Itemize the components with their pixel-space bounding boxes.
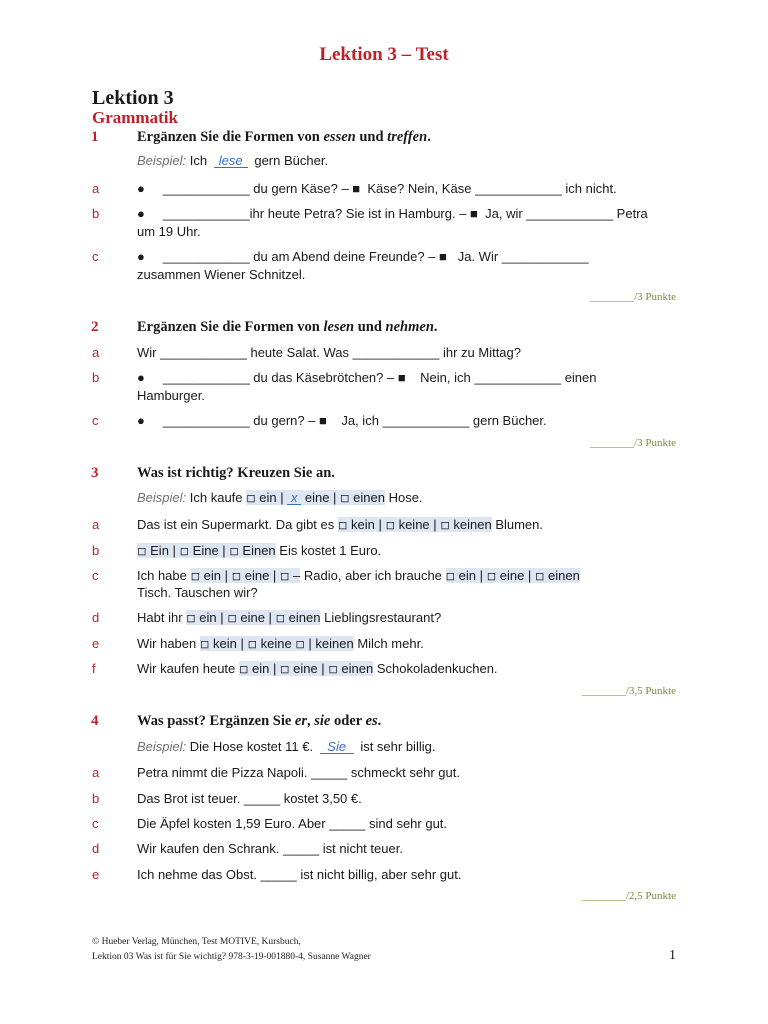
task-4a-text[interactable]: Petra nimmt die Pizza Napoli. _____ schmeckt sehr gut.: [137, 765, 460, 780]
page-number: 1: [669, 948, 676, 963]
task-3a-letter: a: [92, 517, 100, 532]
task-1c-text-line1[interactable]: ● ____________ du am Abend deine Freunde? – ■ Ja. Wir ____________: [137, 249, 589, 264]
task-3-points: ________/3,5 Punkte: [581, 685, 676, 697]
footer-copyright: © Hueber Verlag, München, Test MOTIVE, Kursbuch,: [92, 937, 301, 947]
task-3f-text[interactable]: Wir kaufen heute ◽ ein | ◽ eine | ◽ einen Schokoladenkuchen.: [137, 661, 498, 676]
task-4-number: 4: [91, 713, 99, 729]
document-title: Lektion 3 – Test: [319, 44, 449, 65]
task-1-example-sentence: Ich lese gern Bücher.: [189, 153, 329, 168]
task-3f-letter: f: [92, 661, 96, 676]
task-3b-text[interactable]: ◽ Ein | ◽ Eine | ◽ Einen Eis kostet 1 Euro.: [137, 543, 382, 558]
task-4e-letter: e: [92, 867, 100, 882]
task-3-title: Was ist richtig? Kreuzen Sie an.: [137, 465, 335, 481]
task-1b-letter: b: [92, 206, 100, 221]
task-3e-letter: e: [92, 636, 100, 651]
task-1-points: ________/3 Punkte: [590, 291, 676, 303]
task-2-title: Ergänzen Sie die Formen von lesen und nehmen.: [137, 319, 438, 335]
task-4e-text[interactable]: Ich nehme das Obst. _____ ist nicht billig, aber sehr gut.: [137, 867, 462, 882]
task-2b-letter: b: [92, 370, 100, 385]
task-1a-letter: a: [92, 181, 100, 196]
task-2a-text[interactable]: Wir ____________ heute Salat. Was ____________ ihr zu Mittag?: [137, 345, 522, 360]
task-2b-text-line2: Hamburger.: [137, 388, 205, 403]
task-1b-text-line2: um 19 Uhr.: [137, 224, 201, 239]
task-4b-text[interactable]: Das Brot ist teuer. _____ kostet 3,50 €.: [137, 791, 362, 806]
task-2-number: 2: [91, 319, 99, 335]
task-4b-letter: b: [92, 791, 100, 806]
task-4a-letter: a: [92, 765, 100, 780]
task-4c-letter: c: [92, 816, 99, 831]
task-3a-text[interactable]: Das ist ein Supermarkt. Da gibt es ◽ kein | ◽ keine | ◽ keinen Blumen.: [137, 517, 544, 532]
task-2-points: ________/3 Punkte: [590, 437, 676, 449]
task-1c-text-line2: zusammen Wiener Schnitzel.: [137, 267, 306, 282]
task-1-title: Ergänzen Sie die Formen von essen und treffen.: [137, 129, 431, 145]
task-3b-letter: b: [92, 543, 100, 558]
task-2a-letter: a: [92, 345, 100, 360]
task-2c-letter: c: [92, 413, 99, 428]
task-3c-letter: c: [92, 568, 99, 583]
task-4c-text[interactable]: Die Äpfel kosten 1,59 Euro. Aber _____ sind sehr gut.: [137, 816, 448, 831]
section-heading: Grammatik: [92, 108, 178, 127]
task-3c-text-line2: Tisch. Tauschen wir?: [137, 585, 258, 600]
task-4-title: Was passt? Ergänzen Sie er, sie oder es.: [137, 713, 382, 729]
beispiel-label: Beispiel:: [137, 490, 187, 505]
task-2c-text[interactable]: ● ____________ du gern? – ■ Ja, ich ____________ gern Bücher.: [137, 413, 547, 428]
task-4-example-sentence: Die Hose kostet 11 €. Sie ist sehr billig.: [189, 739, 436, 754]
task-3d-letter: d: [92, 610, 100, 625]
beispiel-label: Beispiel:: [137, 153, 187, 168]
task-1a-text[interactable]: ● ____________ du gern Käse? – ■ Käse? Nein, Käse ____________ ich nicht.: [137, 181, 617, 196]
task-3c-text-line1[interactable]: Ich habe ◽ ein | ◽ eine | ◽ – Radio, aber ich brauche ◽ ein | ◽ eine | ◽ einen: [137, 568, 580, 583]
task-3e-text[interactable]: Wir haben ◽ kein | ◽ keine ◽ | keinen Milch mehr.: [137, 636, 424, 651]
task-3-example-sentence: Ich kaufe ◽ ein | x eine | ◽ einen Hose.: [189, 490, 423, 505]
task-1c-letter: c: [92, 249, 99, 264]
task-3-number: 3: [91, 465, 99, 481]
task-1-example: [137, 153, 328, 168]
footer-source: Lektion 03 Was ist für Sie wichtig? 978-3-19-001880-4, Susanne Wagner: [92, 952, 371, 962]
task-3-example: [137, 490, 423, 506]
task-3d-text[interactable]: Habt ihr ◽ ein | ◽ eine | ◽ einen Lieblingsrestaurant?: [137, 610, 442, 625]
task-1-number: 1: [91, 129, 99, 145]
task-4d-letter: d: [92, 841, 100, 856]
lektion-heading: Lektion 3: [92, 87, 174, 109]
beispiel-label: Beispiel:: [137, 739, 187, 754]
task-1b-text-line1[interactable]: ● ____________ihr heute Petra? Sie ist in Hamburg. – ■ Ja, wir ____________ Petra: [137, 206, 648, 221]
task-2b-text-line1[interactable]: ● ____________ du das Käsebrötchen? – ■ Nein, ich ____________ einen: [137, 370, 597, 385]
task-4d-text[interactable]: Wir kaufen den Schrank. _____ ist nicht teuer.: [137, 841, 403, 856]
task-4-points: ________/2,5 Punkte: [581, 890, 676, 902]
task-4-example: [137, 739, 435, 754]
